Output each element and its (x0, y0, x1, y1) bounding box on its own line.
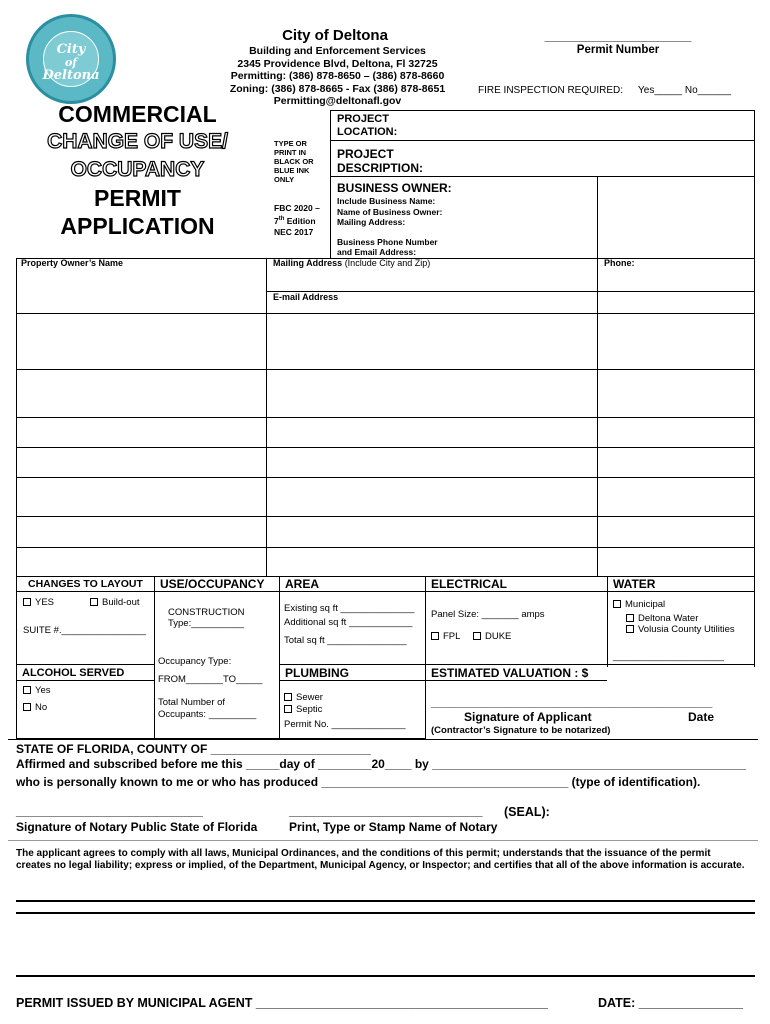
logo-text-city: City (56, 42, 86, 57)
sewer-label: Sewer (296, 692, 323, 703)
department: Building and Enforcement Services (249, 45, 426, 57)
construction-label: CONSTRUCTION (168, 607, 245, 618)
phone-field[interactable] (599, 270, 752, 310)
address: 2345 Providence Blvd, Deltona, Fl 32725 (237, 57, 438, 70)
notary-signature-label: Signature of Notary Public State of Florida (16, 820, 258, 834)
title-commercial: COMMERCIAL (58, 101, 217, 127)
code-editions (274, 203, 320, 238)
code-nec: NEC 2017 (274, 226, 314, 237)
business-owner-instructions (337, 196, 442, 258)
permitting-phone: Permitting: (386) 878-8650 – (386) 878-8660 (230, 70, 445, 82)
instruction-line: Name of Business Owner: (337, 206, 443, 217)
contractor-notarized-note: (Contractor’s Signature to be notarized) (431, 725, 611, 736)
notary-signature-line[interactable]: ____________________________ (16, 804, 203, 818)
property-owner-name-field[interactable] (18, 270, 264, 310)
logo-text-of: of (64, 56, 78, 69)
municipal-checkbox[interactable] (613, 599, 665, 610)
fire-inspection-yes-no[interactable]: Yes_____ No______ (638, 85, 732, 96)
mailing-address-bold: Mailing Address (273, 258, 343, 268)
instruction-line: Business Phone Number (337, 236, 438, 247)
fpl-label: FPL (443, 631, 461, 642)
alcohol-yes-checkbox[interactable] (23, 685, 51, 696)
ink-note-line: PRINT IN (274, 148, 307, 157)
buildout-checkbox[interactable] (90, 597, 140, 608)
email-field[interactable] (268, 303, 595, 312)
from-to-field[interactable]: FROM_______TO_____ (158, 674, 263, 685)
additional-sqft-field[interactable]: Additional sq ft ____________ (284, 617, 413, 628)
label-line: PROJECT (337, 113, 389, 125)
instruction-line: Include Business Name: (337, 196, 436, 206)
notary-name-label: Print, Type or Stamp Name of Notary (289, 820, 498, 834)
suite-field[interactable]: SUITE #.________________ (23, 625, 147, 636)
estimated-valuation-field[interactable]: ESTIMATED VALUATION : $ (431, 666, 589, 680)
ink-note-line: BLACK OR (274, 157, 314, 166)
total-occupants-label: Total Number of (158, 697, 226, 708)
identification-field[interactable]: who is personally known to me or who has produced _____________________________________ (type of identification). (16, 775, 701, 789)
checkbox-icon (90, 598, 98, 606)
ink-note-line: BLUE INK (274, 166, 310, 175)
layout-yes-label: YES (35, 597, 55, 608)
edition-word: Edition (284, 215, 316, 226)
business-owner-phone-field[interactable] (600, 180, 750, 256)
applicant-signature-line[interactable]: ______________________________________________ (431, 697, 713, 709)
header-contact-block (200, 45, 475, 108)
business-owner-label: BUSINESS OWNER: (337, 181, 452, 195)
contractor-info-table[interactable] (18, 315, 752, 575)
label-line: DESCRIPTION: (337, 161, 424, 175)
mailing-address-field[interactable] (268, 270, 595, 290)
edition-number: 7 (274, 215, 279, 226)
duke-checkbox[interactable] (473, 631, 511, 642)
title-occupancy: OCCUPANCY (70, 158, 205, 181)
total-sqft-field[interactable]: Total sq ft _______________ (284, 635, 407, 646)
code-fbc: FBC 2020 – (274, 203, 320, 213)
issued-date-field[interactable]: DATE: _______________ (598, 996, 744, 1010)
project-description-label (337, 147, 423, 175)
title-change-of-use: CHANGE OF USE/ (47, 130, 228, 153)
permit-number-label: Permit Number (576, 44, 660, 56)
zoning-phone: Zoning: (386) 878-8665 - Fax (386) 878-8651 (229, 82, 446, 95)
city-seal-logo (26, 14, 116, 104)
checkbox-icon (284, 705, 292, 713)
alcohol-no-label: No (35, 702, 48, 713)
seal-label: (SEAL): (504, 805, 550, 819)
signature-of-applicant-label: Signature of Applicant (464, 710, 592, 724)
septic-label: Septic (296, 704, 323, 715)
septic-checkbox[interactable] (284, 704, 322, 715)
instruction-line: Mailing Address: (337, 217, 406, 227)
title-application: APPLICATION (60, 213, 215, 239)
project-location-field[interactable] (420, 112, 750, 138)
phone-label: Phone: (604, 258, 635, 268)
checkbox-icon (473, 632, 481, 640)
alcohol-no-checkbox[interactable] (23, 702, 47, 713)
applicant-agreement-text: The applicant agrees to comply with all laws, Municipal Ordinances, and the conditions of this permit; understands that the issuance of the permit creates no legal liability; express or implied, of the Department, Municipal Agency, or Inspector; and certifies that all of the above information is accurate. (16, 848, 745, 871)
ink-note-line: ONLY (274, 175, 295, 184)
alcohol-served-header: ALCOHOL SERVED (22, 667, 125, 679)
form-title (20, 100, 255, 240)
permit-issued-by-field[interactable]: PERMIT ISSUED BY MUNICIPAL AGENT __________________________________________ (16, 996, 548, 1010)
property-owner-name-label: Property Owner’s Name (21, 258, 124, 268)
affirmed-subscribed-field[interactable]: Affirmed and subscribed before me this _____day of ________20____ by _______________________________________________ (16, 757, 746, 771)
edition-suffix: th (278, 216, 285, 222)
project-description-field[interactable] (430, 142, 750, 174)
water-header: WATER (613, 577, 656, 591)
checkbox-icon (23, 703, 31, 711)
email-address: Permitting@deltonafl.gov (273, 95, 402, 107)
total-occupants (158, 697, 256, 721)
duke-label: DUKE (485, 631, 512, 642)
construction-type (168, 607, 245, 629)
ink-note (274, 139, 314, 184)
existing-sqft-field[interactable]: Existing sq ft ______________ (284, 603, 415, 614)
checkbox-icon (431, 632, 439, 640)
electrical-header: ELECTRICAL (431, 577, 507, 591)
state-county-field[interactable]: STATE OF FLORIDA, COUNTY OF ________________________ (16, 742, 371, 756)
logo-text-deltona: Deltona (42, 68, 100, 83)
permit-number-blank[interactable]: ______________________ (544, 29, 692, 43)
checkbox-icon (626, 614, 634, 622)
municipal-label: Municipal (625, 599, 666, 610)
mailing-address-label (273, 258, 430, 268)
code-edition (274, 214, 320, 227)
panel-size-field[interactable]: Panel Size: _______ amps (431, 609, 545, 620)
mailing-address-hint: (Include City and Zip) (342, 258, 431, 268)
checkbox-icon (626, 625, 634, 633)
plumbing-header: PLUMBING (285, 666, 349, 680)
label-line: LOCATION: (337, 126, 398, 138)
construction-type-field[interactable]: Type:__________ (168, 618, 245, 629)
volusia-label: Volusia County Utilities (638, 624, 735, 635)
label-line: PROJECT (337, 147, 394, 161)
total-occupants-field[interactable]: Occupants: _________ (158, 709, 257, 720)
signature-date-label: Date (688, 710, 715, 724)
project-location-label (337, 113, 397, 139)
checkbox-icon (23, 598, 31, 606)
water-other-field[interactable]: _____________________ (613, 651, 724, 662)
deltona-water-label: Deltona Water (638, 613, 699, 624)
email-label: E-mail Address (273, 292, 339, 302)
checkbox-icon (613, 600, 621, 608)
plumbing-permit-no-field[interactable]: Permit No. ______________ (284, 719, 406, 730)
deltona-water-checkbox[interactable] (626, 613, 698, 624)
title-permit: PERMIT (94, 185, 181, 211)
sewer-checkbox[interactable] (284, 692, 323, 703)
ink-note-line: TYPE OR (274, 139, 307, 148)
volusia-checkbox[interactable] (626, 624, 735, 635)
notary-name-line[interactable]: _____________________________ (289, 804, 483, 818)
alcohol-yes-label: Yes (35, 685, 51, 696)
occupancy-type-label: Occupancy Type: (158, 656, 232, 667)
layout-yes-checkbox[interactable] (23, 597, 54, 608)
business-owner-field[interactable] (455, 180, 593, 256)
changes-to-layout-header: CHANGES TO LAYOUT (28, 578, 143, 590)
fpl-checkbox[interactable] (431, 631, 460, 642)
instruction-line: and Email Address: (337, 247, 417, 257)
city-name: City of Deltona (282, 27, 388, 44)
checkbox-icon (23, 686, 31, 694)
fire-inspection-label: FIRE INSPECTION REQUIRED: (478, 85, 624, 96)
use-occupancy-header: USE/OCCUPANCY (160, 577, 265, 591)
area-header: AREA (285, 577, 320, 591)
buildout-label: Build-out (102, 597, 140, 608)
checkbox-icon (284, 693, 292, 701)
